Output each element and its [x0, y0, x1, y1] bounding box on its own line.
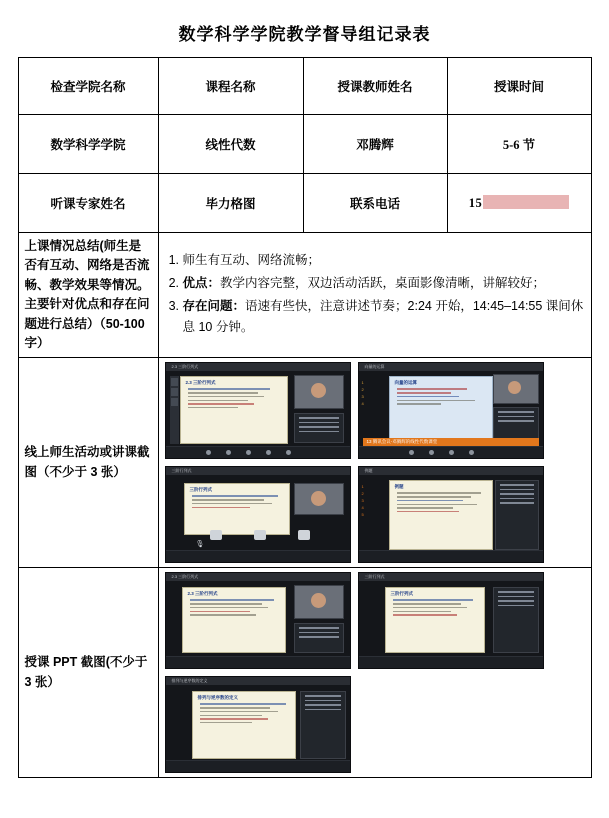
avatar: [311, 383, 326, 398]
table-row-values: [18, 115, 591, 174]
slide-area: [180, 376, 288, 444]
header-college-name: 检查学院名称: [18, 58, 158, 115]
meeting-icon-row: [166, 530, 350, 549]
table-row-summary: [18, 233, 591, 358]
side-panel: [493, 587, 539, 653]
side-panel: [294, 623, 344, 653]
screenshot-titlebar-text: 2.3 三阶行列式: [171, 364, 199, 370]
value-course-name: 线性代数: [158, 115, 303, 174]
slide-title: 三阶行列式: [390, 591, 413, 597]
screenshot-titlebar: [166, 363, 350, 371]
label-summary: 上课情况总结(师生是否有互动、网络是否流畅、教学效果等情况。主要针对优点和存在问题进行总结）（50-100 字）: [18, 233, 158, 358]
meeting-toolbar: [166, 760, 350, 772]
participant-list-strip: [170, 376, 179, 444]
slide-title: 排列与逆序数的定义: [197, 695, 238, 701]
summary-item-lead: 存在问题：: [182, 299, 246, 314]
screenshot-titlebar-text: 向量的运算: [364, 364, 385, 370]
shot-ppt-3: [165, 676, 351, 773]
table-row-headers: [18, 58, 591, 115]
screenshot-titlebar-text: 2.3 三阶行列式: [171, 574, 199, 580]
header-expert-name: 听课专家姓名: [18, 174, 158, 233]
summary-item: [183, 296, 585, 339]
screenshot-titlebar: [359, 573, 543, 581]
summary-item-text: 师生有互动、网络流畅；: [182, 252, 321, 267]
phone-prefix: 15: [468, 196, 483, 210]
summary-item: [183, 250, 585, 271]
phone-redaction-bar: [483, 195, 569, 209]
table-row-live-screenshots: [18, 358, 591, 568]
slide-area: [385, 587, 485, 653]
header-class-time: 授课时间: [447, 58, 591, 115]
inspection-record-table: [18, 57, 592, 778]
mic-icon: 🎙: [195, 541, 205, 549]
meeting-toolbar: [359, 446, 543, 458]
value-phone: [447, 174, 591, 233]
screenshot-titlebar-text: 例题: [364, 468, 373, 474]
slide-area: [182, 587, 286, 653]
ppt-screenshots-cell: [158, 568, 591, 778]
meeting-toolbar: [359, 656, 543, 668]
slide-area: [184, 483, 290, 535]
screenshot-titlebar: [166, 467, 350, 475]
meeting-banner: 13 腾讯会议-邓腾辉的线性代数课堂: [363, 438, 539, 446]
slide-thumbnail-numbers: 1 2 3 4 5: [361, 484, 364, 518]
shot-live-1: [165, 362, 351, 459]
ppt-screenshot-grid: [165, 572, 585, 773]
header-phone: 联系电话: [303, 174, 447, 233]
webcam-tile: [294, 483, 344, 515]
slide-title: 三阶行列式: [189, 487, 212, 493]
summary-list: [165, 250, 585, 339]
slide-title: 例题: [394, 484, 404, 490]
side-panel: [294, 413, 344, 443]
meeting-toolbar: [166, 656, 350, 668]
live-screenshot-grid: [165, 362, 585, 563]
shot-ppt-1: [165, 572, 351, 669]
summary-item-text: 语速有些快，注意讲述节奏；2:24 开始，14:45–14:55 课间休息 10 分钟。: [182, 299, 584, 335]
table-row-ppt-screenshots: [18, 568, 591, 778]
screenshot-titlebar: [359, 467, 543, 475]
meeting-toolbar: [166, 550, 350, 562]
slide-area: [389, 376, 493, 444]
summary-content: [158, 233, 591, 358]
meeting-toolbar: [359, 550, 543, 562]
screenshot-titlebar-text: 三阶行列式: [364, 574, 385, 580]
avatar: [311, 491, 326, 506]
avatar: [508, 381, 521, 394]
page-title: 数学科学学院教学督导组记录表: [178, 25, 431, 44]
slide-area: [192, 691, 296, 759]
shot-live-4: [358, 466, 544, 563]
screenshot-titlebar: [166, 677, 350, 685]
screenshot-titlebar-text: 三阶行列式: [171, 468, 192, 474]
slide-thumbnail-numbers: 1 2 3 4: [361, 380, 364, 407]
value-teacher-name: 邓腾辉: [303, 115, 447, 174]
slide-title: 向量的运算: [394, 380, 417, 386]
webcam-tile: [294, 585, 344, 619]
screenshot-titlebar-text: 排列与逆序数的定义: [171, 678, 208, 684]
label-live-screenshots: 线上师生活动或讲课截图（不少于 3 张）: [18, 358, 158, 568]
slide-title: 2.3 三阶行列式: [185, 380, 216, 386]
value-expert-name: 毕力格图: [158, 174, 303, 233]
side-panel: [300, 691, 346, 759]
shot-live-3: [165, 466, 351, 563]
slide-area: [389, 480, 493, 550]
side-panel: [493, 407, 539, 439]
screenshot-titlebar: [359, 363, 543, 371]
label-ppt-screenshots: 授课 PPT 截图(不少于 3 张）: [18, 568, 158, 778]
header-course-name: 课程名称: [158, 58, 303, 115]
meeting-toolbar: [166, 446, 350, 458]
avatar: [311, 593, 326, 608]
webcam-tile: [493, 374, 539, 404]
summary-item-lead: 优点：: [182, 275, 221, 290]
slide-title: 2.3 三阶行列式: [187, 591, 218, 597]
screenshot-titlebar: [166, 573, 350, 581]
live-screenshots-cell: [158, 358, 591, 568]
header-teacher-name: 授课教师姓名: [303, 58, 447, 115]
value-college-name: 数学科学学院: [18, 115, 158, 174]
shot-ppt-2: [358, 572, 544, 669]
value-class-time: 5-6 节: [447, 115, 591, 174]
summary-item: [183, 273, 585, 294]
side-panel: [495, 480, 539, 550]
shot-live-2: [358, 362, 544, 459]
table-row-expert: [18, 174, 591, 233]
webcam-tile: [294, 375, 344, 409]
summary-item-text: 教学内容完整，双边活动活跃，桌面影像清晰，讲解较好；: [220, 275, 546, 290]
